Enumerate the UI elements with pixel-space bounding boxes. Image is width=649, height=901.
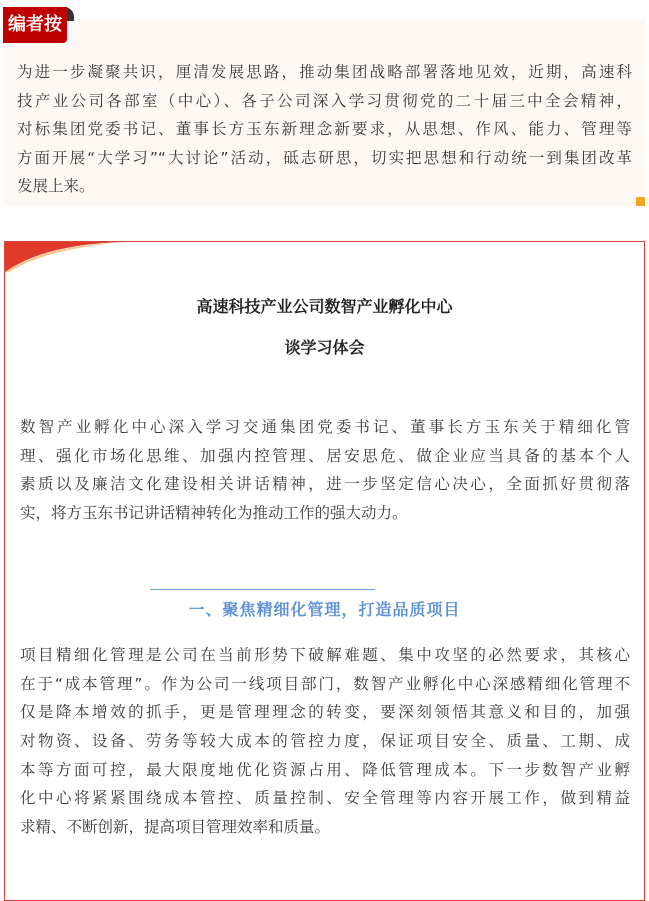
- editor-note-tag: 编者按: [3, 7, 67, 43]
- text-line: 实，将方玉东书记讲话精神转化为推动工作的强大动力。: [20, 504, 408, 523]
- intro-paragraph: [20, 413, 630, 528]
- article-title: 高速科技产业公司数智产业孵化中心: [196, 297, 453, 316]
- text-line: 为进一步凝聚共识，厘清发展思路，推动集团战略部署落地见效，近期，高速科: [17, 63, 632, 81]
- red-swoosh-decoration: [5, 242, 125, 272]
- text-line: 方面开展“大学习”“大讨论”活动，砥志研思，切实把思想和行动统一到集团改革: [17, 148, 632, 167]
- section-heading: 一、聚焦精细化管理，打造品质项目: [188, 600, 461, 619]
- section-paragraph: [20, 641, 630, 842]
- text-line: 数智产业孵化中心深入学习交通集团党委书记、董事长方玉东关于精细化管: [20, 418, 630, 436]
- text-line: 发展上来。: [17, 177, 95, 195]
- article-subtitle: 谈学习体会: [284, 338, 365, 357]
- text-line: 对物资、设备、劳务等较大成本的管控力度，保证项目安全、质量、工期、成: [20, 732, 630, 751]
- heading-divider: [150, 589, 375, 590]
- editor-note-text: [17, 58, 632, 201]
- text-line: 技产业公司各部室（中心）、各子公司深入学习贯彻党的二十届三中全会精神，: [17, 91, 632, 110]
- text-line: 对标集团党委书记、董事长方玉东新理念新要求，从思想、作风、能力、管理等: [17, 120, 632, 138]
- text-line: 化中心将紧紧围绕成本管控、质量控制、安全管理等内容开展工作，做到精益: [20, 789, 630, 808]
- text-line: 素质以及廉洁文化建设相关讲话精神，进一步坚定信心决心，全面抓好贯彻落: [20, 475, 630, 494]
- text-line: 理、强化市场化思维、加强内控管理、居安思危、做企业应当具备的基本个人: [20, 446, 630, 465]
- text-line: 在于“成本管理”。作为公司一线项目部门，数智产业孵化中心深感精细化管理不: [20, 674, 630, 693]
- article-box: [4, 241, 645, 901]
- text-line: 仅是降本增效的抓手，更是管理理念的转变，要深刻领悟其意义和目的，加强: [20, 703, 630, 722]
- text-line: 求精、不断创新，提高项目管理效率和质量。: [20, 818, 331, 837]
- text-line: 本等方面可控，最大限度地优化资源占用、降低管理成本。下一步数智产业孵: [20, 760, 630, 779]
- text-line: 项目精细化管理是公司在当前形势下破解难题、集中攻坚的必然要求，其核心: [20, 646, 630, 664]
- orange-corner-decoration: [636, 197, 645, 206]
